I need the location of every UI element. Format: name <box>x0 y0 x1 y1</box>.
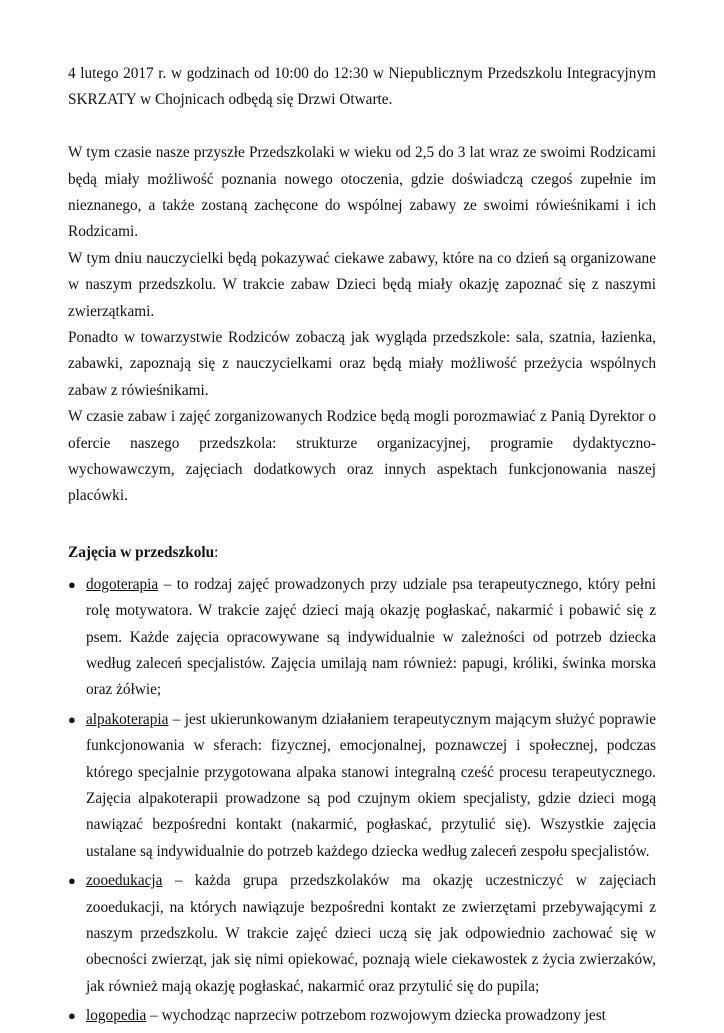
term-zooedukacja: zooedukacja <box>86 872 163 890</box>
list-item-dogoterapia <box>68 572 656 704</box>
intro-paragraph-date: 4 lutego 2017 r. w godzinach od 10:00 do 12:30 w Niepublicznym Przedszkolu Integracyjnym SKRZATY w Chojnicach odbędą się Drzwi Otwarte. <box>68 65 656 109</box>
intro-paragraph-tour: Ponadto w towarzystwie Rodziców zobaczą jak wygląda przedszkole: sala, szatnia, łazienka, zabawki, zapoznają się z nauczycielkami oraz będą miały możliwość przeżycia wspólnych zabaw z rówieśnikami. <box>68 329 656 399</box>
bullet-icon: ● <box>68 711 76 727</box>
list-item-text: – jest ukierunkowanym działaniem terapeutycznym mającym służyć poprawie funkcjonowania w sferach: fizycznej, emocjonalnej, poznawczej i społecznej, podczas którego specjalnie przygotowana alpaka stanowi integralną cześć procesu terapeutycznego. Zajęcia alpakoterapii prowadzone są pod czujnym okiem specjalisty, gdzie dzieci mogą nawiązać bezpośredni kontakt (nakarmić, pogłaskać, przytulić się). Wszystkie zajęcia ustalane są indywidualnie do potrzeb każdego dziecka według zaleceń zespołu specjalistów. <box>86 710 656 860</box>
paragraph-spacer <box>68 114 656 140</box>
intro-paragraph-visit: W tym czasie nasze przyszłe Przedszkolaki w wieku od 2,5 do 3 lat wraz ze swoimi Rodzicami będą miały możliwość poznania nowego otoczenia, gdzie doświadczą czegoś zupełnie im nieznanego, a także zostaną zachęcone do wspólnej zabawy ze swoimi rówieśnikami i ich Rodzicami. <box>68 144 656 241</box>
list-item-logopedia <box>68 1003 656 1029</box>
term-alpakoterapia: alpakoterapia <box>86 710 169 728</box>
intro-paragraph-director: W czasie zabaw i zajęć zorganizowanych Rodzice będą mogli porozmawiać z Panią Dyrektor o ofercie naszego przedszkola: strukturze organizacyjnej, programie dydaktyczno-wychowawczym, zajęciach dodatkowych oraz innych aspektach funkcjonowania naszej placówki. <box>68 408 656 505</box>
list-item-text: – to rodzaj zajęć prowadzonych przy udziale psa terapeutycznego, który pełni rolę motywatora. W trakcie zajęć dzieci mają okazję pogłaskać, nakarmić i pobawić się z psem. Każde zajęcia opracowywane są indywidualnie w zależności od potrzeb dziecka według zaleceń specjalistów. Zajęcia umilają nam również: papugi, króliki, świnka morska oraz żółwie; <box>86 575 656 699</box>
activities-list <box>68 572 656 1030</box>
paragraph-spacer <box>68 510 656 536</box>
section-heading-title: Zajęcia w przedszkolu <box>68 544 215 562</box>
bullet-icon: ● <box>68 576 76 592</box>
section-heading-colon: : <box>214 544 219 562</box>
bullet-icon: ● <box>68 1008 76 1024</box>
list-item-text: – każda grupa przedszkolaków ma okazję uczestniczyć w zajęciach zooedukacji, na których nawiązuje bezpośredni kontakt ze zwierzętami przebywającymi z naszym przedszkolu. W trakcie zajęć dzieci uczą się jak odpowiednio zachować się w obecności zwierząt, jak się nimi opiekować, poznają wiele ciekawostek z życia zwierzaków, jak również mają okazję pogłaskać, nakarmić oraz przytulić się do pupila; <box>86 872 656 995</box>
intro-paragraph-teachers: W tym dniu nauczycielki będą pokazywać ciekawe zabawy, które na co dzień są organizowane w naszym przedszkolu. W trakcie zabaw Dzieci będą miały okazję zapoznać się z naszymi zwierzątkami. <box>68 249 656 320</box>
list-item-text: – wychodząc naprzeciw potrzebom rozwojowym dziecka prowadzony jest <box>146 1007 606 1025</box>
list-item-alpakoterapia <box>68 707 656 865</box>
list-item-zooedukacja <box>68 868 656 1000</box>
section-heading <box>68 540 656 566</box>
term-dogoterapia: dogoterapia <box>86 575 159 593</box>
bullet-icon: ● <box>68 873 76 889</box>
term-logopedia: logopedia <box>86 1007 147 1025</box>
document-page <box>68 61 656 1033</box>
